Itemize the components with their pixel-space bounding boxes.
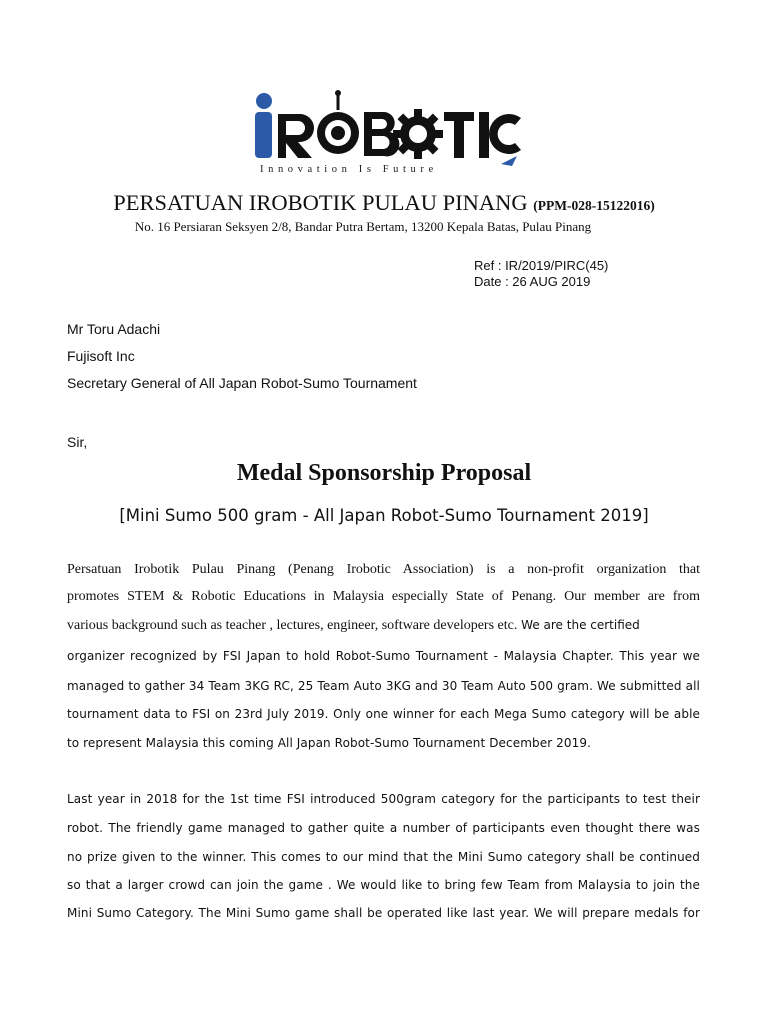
paragraph-1-line: organizer recognized by FSI Japan to hold Robot-Sumo Tournament - Malaysia Chapter. This year we xyxy=(67,649,700,663)
paragraph-2-line: Mini Sumo Category. The Mini Sumo game shall be operated like last year. We will prepare medals for xyxy=(67,906,700,920)
reference-block xyxy=(474,258,608,289)
irobotic-logo-mark xyxy=(246,88,526,168)
letter-date: Date : 26 AUG 2019 xyxy=(474,273,591,289)
recipient-name: Mr Toru Adachi xyxy=(67,321,161,337)
org-name: PERSATUAN IROBOTIK PULAU PINANG xyxy=(113,190,528,215)
letter-subtitle: [Mini Sumo 500 gram - All Japan Robot-Sumo Tournament 2019] xyxy=(119,506,649,525)
org-heading xyxy=(0,190,768,216)
paragraph-1-line: managed to gather 34 Team 3KG RC, 25 Team Auto 3KG and 30 Team Auto 500 gram. We submitted all xyxy=(67,679,700,693)
paragraph-1-line-sans-part: We are the certified xyxy=(517,618,640,632)
paragraph-2-line: so that a larger crowd can join the game . We would like to bring few Team from Malaysia to join the xyxy=(67,878,700,892)
recipient-company: Fujisoft Inc xyxy=(67,348,135,364)
recipient-position: Secretary General of All Japan Robot-Sumo Tournament xyxy=(67,375,417,391)
paragraph-1-line xyxy=(67,616,700,634)
paragraph-1-line: tournament data to FSI on 23rd July 2019. Only one winner for each Mega Sumo category will be able xyxy=(67,707,700,721)
logo-tagline: Innovation Is Future xyxy=(260,164,438,175)
irobotic-logo xyxy=(246,88,526,180)
paragraph-1-line: to represent Malaysia this coming All Japan Robot-Sumo Tournament December 2019. xyxy=(67,736,591,750)
paragraph-2-line: no prize given to the winner. This comes to our mind that the Mini Sumo category shall be continued xyxy=(67,850,700,864)
paragraph-1-line: Persatuan Irobotik Pulau Pinang (Penang Irobotic Association) is a non-profit organization that xyxy=(67,562,700,577)
org-code: (PPM-028-15122016) xyxy=(533,198,655,213)
org-address: No. 16 Persiaran Seksyen 2/8, Bandar Putra Bertam, 13200 Kepala Batas, Pulau Pinang xyxy=(134,219,592,234)
paragraph-1-line-serif-part: various background such as teacher , lectures, engineer, software developers etc. xyxy=(67,618,518,633)
paragraph-2-line: Last year in 2018 for the 1st time FSI introduced 500gram category for the participants to test their xyxy=(67,792,700,806)
paragraph-1-line: promotes STEM & Robotic Educations in Malaysia especially State of Penang. Our member are from xyxy=(67,589,700,604)
salutation: Sir, xyxy=(67,434,88,450)
letter-title: Medal Sponsorship Proposal xyxy=(236,460,532,486)
paragraph-2-line: robot. The friendly game managed to gather quite a number of participants even thought there was xyxy=(67,821,700,835)
ref-number: Ref : IR/2019/PIRC(45) xyxy=(474,258,609,273)
